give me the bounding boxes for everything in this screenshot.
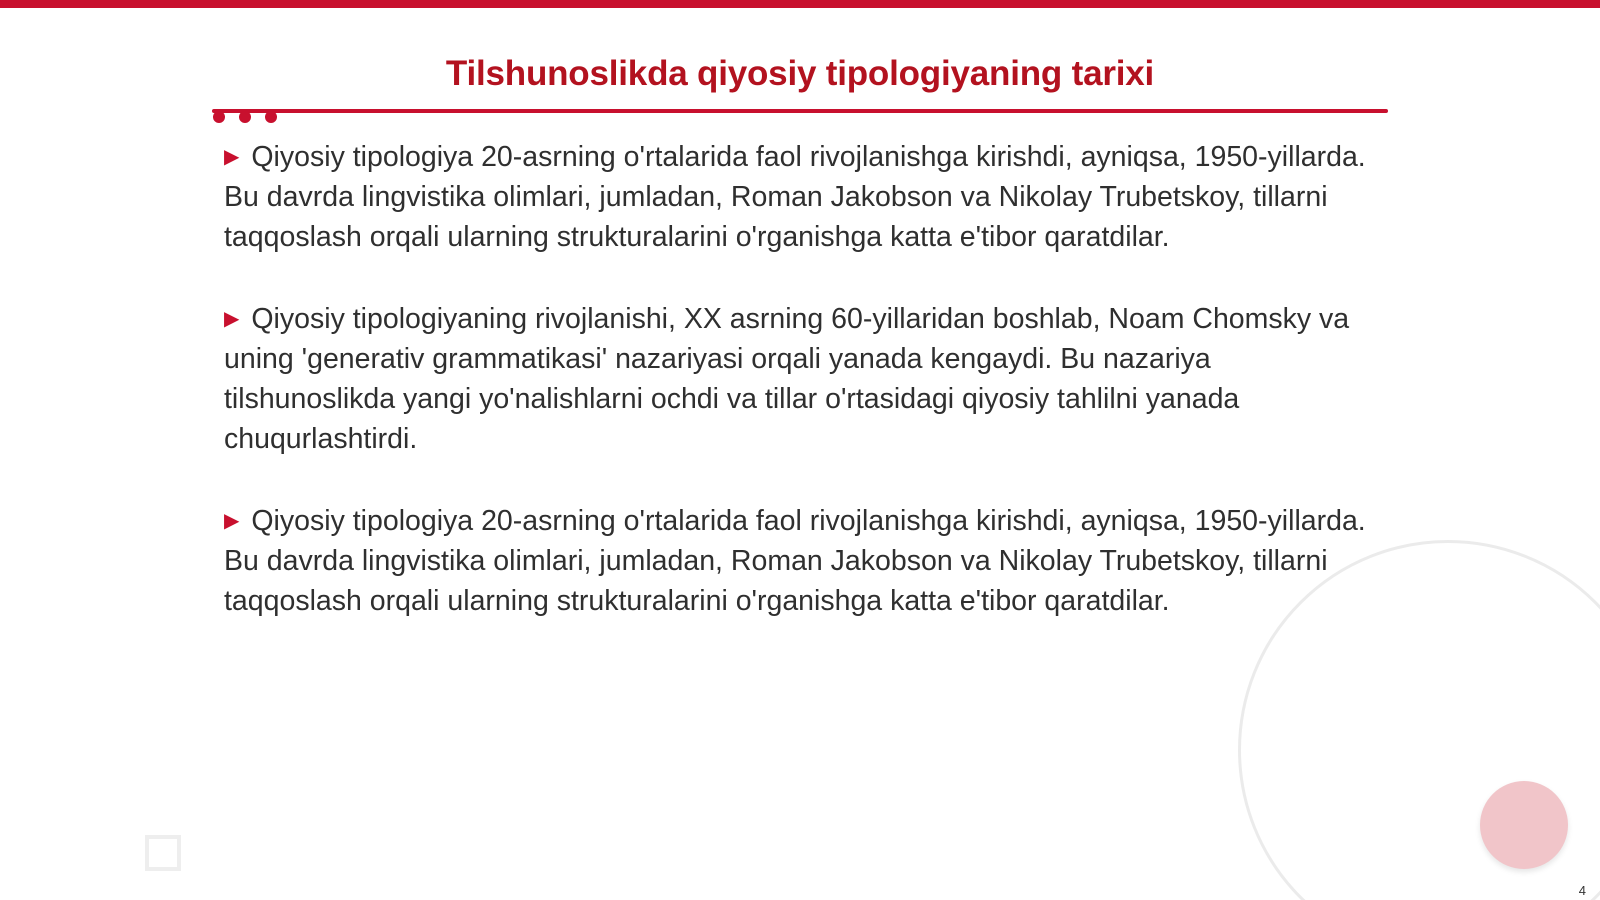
top-accent-bar (0, 0, 1600, 8)
bullet-text: Qiyosiy tipologiya 20-asrning o'rtalarida faol rivojlanishga kirishdi, ayniqsa, 1950-yillarda. Bu davrda lingvistika olimlari, jumladan, Roman Jakobson va Nikolay Trubetskoy, tillarni taqqoslash orqali ularning strukturalarini o'rganishga katta e'tibor qaratdilar. (224, 141, 1366, 253)
bullet-text: Qiyosiy tipologiya 20-asrning o'rtalarida faol rivojlanishga kirishdi, ayniqsa, 1950-yillarda. Bu davrda lingvistika olimlari, jumladan, Roman Jakobson va Nikolay Trubetskoy, tillarni taqqoslash orqali ularning strukturalarini o'rganishga katta e'tibor qaratdilar. (224, 505, 1366, 617)
title-underline (212, 109, 1388, 113)
page-number: 4 (1578, 883, 1586, 898)
bullet-item (224, 501, 1374, 621)
bullet-list (224, 137, 1374, 663)
bullet-text: Qiyosiy tipologiyaning rivojlanishi, XX asrning 60-yillaridan boshlab, Noam Chomsky va uning 'generativ grammatikasi' nazariyasi orqali yanada kengaydi. Bu nazariya tilshunoslikda yangi yo'nalishlarni ochdi va tillar o'rtasidagi qiyosiy tahlilni yanada chuqurlashtirdi. (224, 303, 1350, 455)
triangle-bullet-icon: ▶ (224, 510, 240, 532)
decor-dot (265, 111, 277, 123)
bullet-item (224, 137, 1374, 257)
bullet-item (224, 299, 1374, 459)
triangle-bullet-icon: ▶ (224, 146, 240, 168)
decor-dot (239, 111, 251, 123)
decor-dot (213, 111, 225, 123)
triangle-bullet-icon: ▶ (224, 308, 240, 330)
slide-title: Tilshunoslikda qiyosiy tipologiyaning tarixi (445, 54, 1155, 93)
decor-square-outline (145, 835, 181, 871)
decor-circle-filled (1480, 781, 1568, 869)
